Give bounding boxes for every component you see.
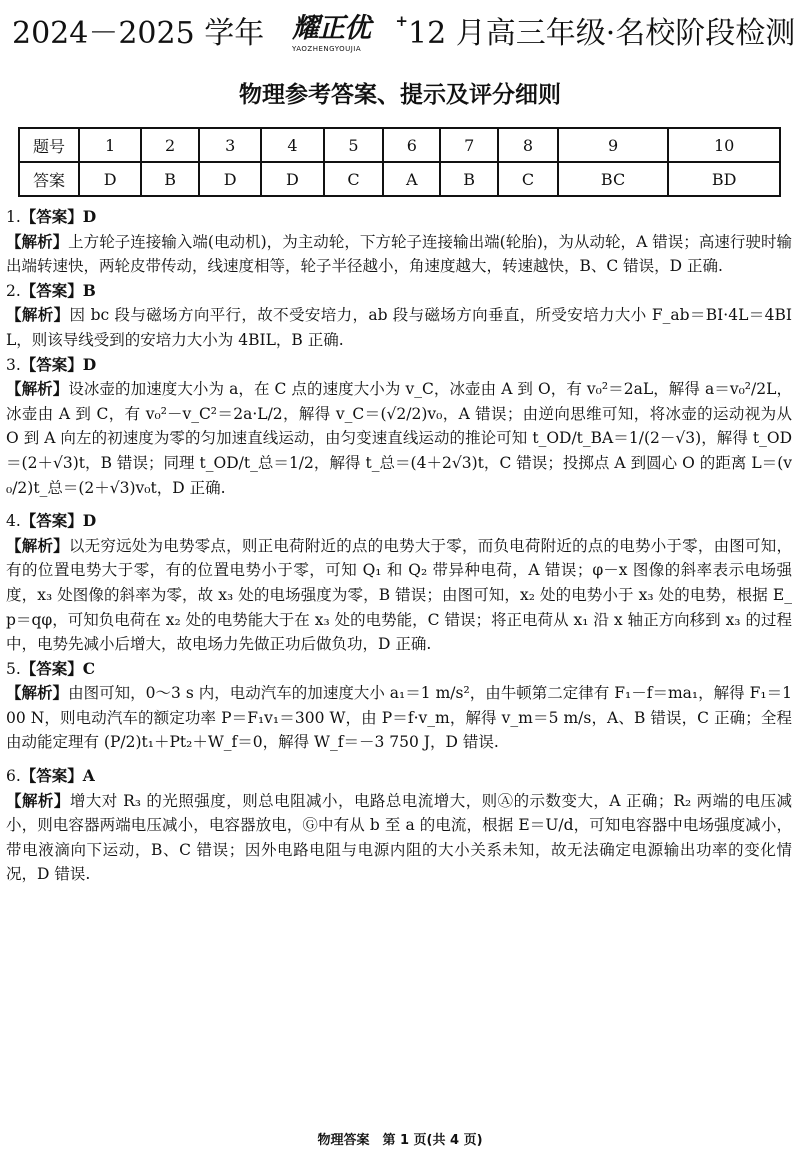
answer-cell: B [440,162,498,196]
explanation-text: 以无穷远处为电势零点，则正电荷附近的点的电势大于零，而负电荷附近的点的电势小于零，由图可知，有的位置电势大于零，有的位置电势小于零，可知 Q₁ 和 Q₂ 带异种电荷，A 错误；φ－x 图像的斜率表示电场强度，x₃ 处图像的斜率为零，故 x₃ 处的电场强度为零，B 错误；由图可知，x₂ 处的电势小于 x₃ 处的电势，根据 E_p＝qφ，可知负电荷在 x₂ 处的电势能大于在 x₃ 处的电势能，C 错误；将正电荷从 x₁ 沿 x 轴正方向移到 x₃ 的过程中，电势先减小后增大，故电场力先做正功后做负功，D 正确. [6,536,792,654]
question-number-cell: 8 [498,128,558,162]
answer-cell: D [261,162,323,196]
question-number-cell: 2 [141,128,199,162]
page-footer: 物理答案 第 1 页(共 4 页) [317,1133,483,1148]
answer-label: 【答案】C [20,658,96,678]
question-explanation [6,534,792,657]
question-number-cell: 4 [261,128,323,162]
question-answer-header [6,279,792,304]
question-answer-header [6,509,792,534]
explanation-tag: 【解析】 [6,231,69,251]
question-number: 5. [6,659,21,678]
brand-logo [292,12,408,58]
answer-cell: D [199,162,261,196]
question-item [6,764,792,887]
question-number-cell: 6 [383,128,440,162]
question-answer-header [6,657,792,682]
answer-cell: B [141,162,199,196]
document-subtitle: 物理参考答案、提示及评分细则 [239,82,561,108]
question-item [6,353,792,501]
question-item [6,279,792,353]
question-item [6,205,792,279]
question-explanation [6,303,792,352]
explanation-tag: 【解析】 [6,790,70,810]
explanation-text: 上方轮子连接输入端(电动机)，为主动轮，下方轮子连接输出端(轮胎)，为从动轮，A 错误；高速行驶时输出端转速快，两轮皮带传动，线速度相等，轮子半径越小，角速度越大，转速越快，B、C 错误，D 正确. [6,232,792,276]
answer-label: 【答案】A [20,766,95,786]
question-number: 4. [6,512,21,531]
row-label-question: 题号 [19,128,79,162]
spacer [6,500,792,509]
brand-logo-plus: + [395,12,408,30]
explanation-text: 由图可知，0～3 s 内，电动汽车的加速度大小 a₁＝1 m/s²，由牛顿第二定律有 F₁－f＝ma₁，解得 F₁＝100 N，则电动汽车的额定功率 P＝F₁v₁＝300 W，由 P＝f·v_m，解得 v_m＝5 m/s，A、B 错误，C 正确；全程由动能定理有 (P/2)t₁＋Pt₂＋W_f＝0，解得 W_f＝－3 750 J，D 错误. [6,684,792,752]
answer-cell: BD [668,162,780,196]
header-title-right: 12 月高三年级·名校阶段检测 [408,16,796,51]
answer-cell: D [79,162,141,196]
question-explanation [6,681,792,755]
question-number-cell: 1 [79,128,141,162]
question-number-cell: 10 [668,128,780,162]
question-item [6,657,792,755]
question-number: 1. [6,208,21,226]
question-answer-header [6,764,792,789]
question-item [6,509,792,657]
question-answer-header [6,205,792,230]
answer-label: 【答案】D [20,207,97,226]
question-number-cell: 9 [558,128,668,162]
explanation-text: 因 bc 段与磁场方向平行，故不受安培力，ab 段与磁场方向垂直，所受安培力大小 F_ab＝BI·4L＝4BIL，则该导线受到的安培力大小为 4BIL，B 正确. [6,306,792,349]
question-number: 2. [6,281,21,300]
explanation-text: 设冰壶的加速度大小为 a，在 C 点的速度大小为 v_C，冰壶由 A 到 O，有 v₀²＝2aL，解得 a＝v₀²/2L，冰壶由 A 到 C，有 v₀²－v_C²＝2a·L/2，解得 v_C＝(√2/2)v₀，A 错误；由逆向思维可知，将冰壶的运动视为从 O 到 A 向左的初速度为零的匀加速直线运动，由匀变速直线运动的推论可知 t_OD/t_BA＝1/(2－√3)，解得 t_OD＝(2＋√3)t，B 错误；同理 t_OD/t_总＝1/2，解得 t_总＝(4＋2√3)t，C 错误；投掷点 A 到圆心 O 的距离 L＝(v₀/2)t_总＝(2＋√3)v₀t，D 正确. [6,380,792,497]
answer-table [18,127,781,197]
page-header [0,10,800,58]
explanation-tag: 【解析】 [6,305,70,325]
question-number: 6. [6,767,21,786]
question-number-cell: 5 [324,128,384,162]
answer-label: 【答案】D [20,354,97,374]
question-explanation [6,377,792,500]
explanation-tag: 【解析】 [6,379,69,399]
answer-table-question-row [19,128,780,162]
answer-label: 【答案】D [20,511,97,531]
explanations [6,205,792,887]
answer-label: 【答案】B [20,280,96,300]
question-number: 3. [6,355,21,374]
question-number-cell: 3 [199,128,261,162]
brand-logo-mark: 耀正优 [292,13,370,44]
question-explanation [6,230,792,279]
answer-cell: C [498,162,558,196]
answer-cell: BC [558,162,668,196]
answer-cell: C [324,162,384,196]
question-number-cell: 7 [440,128,498,162]
header-title-left: 2024－2025 学年 [12,16,265,51]
explanation-tag: 【解析】 [6,683,69,703]
spacer [6,755,792,764]
answer-table-answer-row [19,162,780,196]
question-answer-header [6,353,792,378]
explanation-text: 增大对 R₃ 的光照强度，则总电阻减小，电路总电流增大，则Ⓐ的示数变大，A 正确；R₂ 两端的电压减小，则电容器两端电压减小，电容器放电，Ⓖ中有从 b 至 a 的电流，根据 E＝U/d，可知电容器中电场强度减小，带电液滴向下运动，B、C 错误；因外电路电阻与电源内阻的大小关系未知，故无法确定电源输出功率的变化情况，D 错误. [6,791,792,884]
question-explanation [6,789,792,887]
answer-cell: A [383,162,440,196]
row-label-answer: 答案 [19,162,79,196]
explanation-tag: 【解析】 [6,535,69,555]
brand-logo-subtext: YAOZHENGYOUJIA [292,45,362,53]
